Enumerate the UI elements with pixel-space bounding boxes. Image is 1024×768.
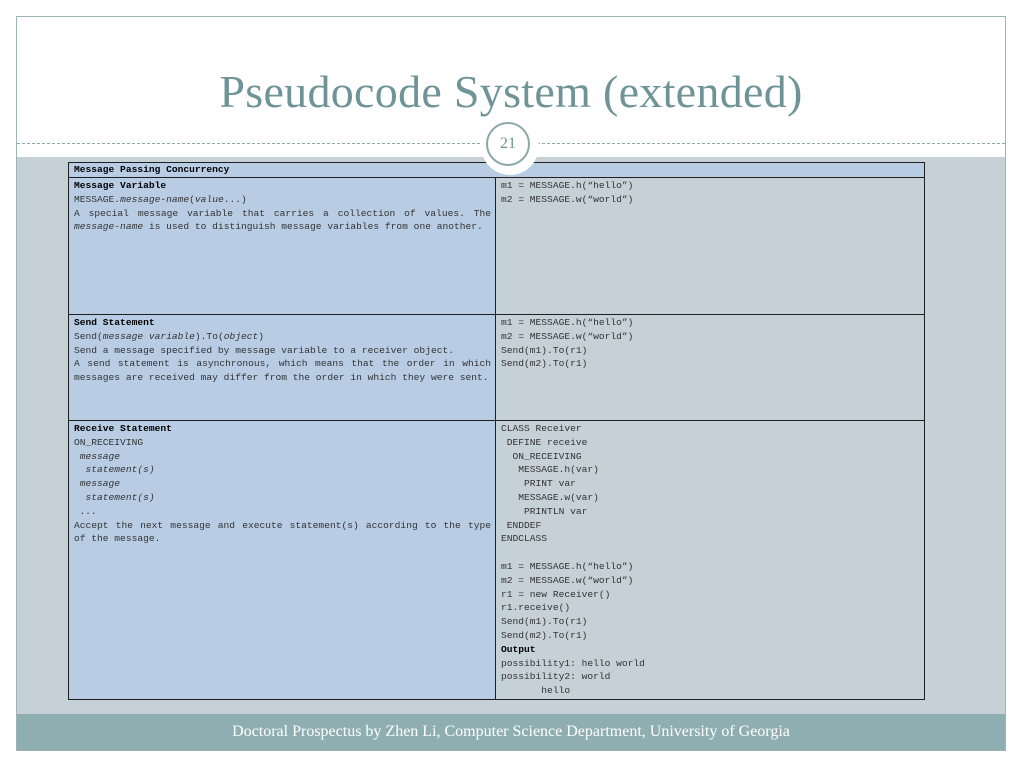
code-line: PRINT var <box>501 478 576 490</box>
description-text: is used to distinguish message variables from one another. <box>143 221 483 233</box>
slide-footer: Doctoral Prospectus by Zhen Li, Computer Science Department, University of Georgia <box>17 714 1005 750</box>
syntax-line: statement(s) <box>74 491 155 503</box>
syntax-part: object <box>223 330 259 342</box>
code-line: Send(m2).To(r1) <box>501 629 588 641</box>
syntax-part: message variable <box>102 330 195 342</box>
code-line: PRINTLN var <box>501 505 588 517</box>
pseudocode-table <box>68 162 925 700</box>
syntax-line: statement(s) <box>74 464 155 476</box>
code-line: m2 = MESSAGE.w(“world”) <box>501 330 634 342</box>
syntax-part: ).To( <box>194 330 224 342</box>
send-statement-code <box>496 315 925 421</box>
code-line: CLASS Receiver <box>501 423 582 434</box>
code-line: MESSAGE.h(var) <box>501 464 599 476</box>
code-line: m1 = MESSAGE.h(“hello”) <box>501 560 634 572</box>
code-line: ENDCLASS <box>501 533 548 545</box>
code-line <box>501 546 920 560</box>
code-line: m2 = MESSAGE.w(“world”) <box>501 574 634 586</box>
output-line: possibility1: hello world <box>501 657 645 669</box>
message-variable-title: Message Variable <box>74 180 167 191</box>
code-line: m1 = MESSAGE.h(“hello”) <box>501 317 634 328</box>
send-statement-syntax <box>74 330 491 344</box>
table-header: Message Passing Concurrency <box>69 163 925 178</box>
syntax-part: MESSAGE. <box>74 193 121 205</box>
message-variable-syntax <box>74 193 491 207</box>
send-statement-description-1: Send a message specified by message variable to a receiver object. <box>74 344 454 356</box>
output-line: possibility2: world <box>501 671 611 683</box>
syntax-part: ) <box>258 330 265 342</box>
code-line: m1 = MESSAGE.h(“hello”) <box>501 180 634 191</box>
receive-statement-title: Receive Statement <box>74 423 172 434</box>
code-line: Send(m2).To(r1) <box>501 358 588 370</box>
code-line: DEFINE receive <box>501 436 588 448</box>
receive-statement-code <box>496 421 925 700</box>
syntax-line: message <box>74 478 121 490</box>
description-text: message-name <box>74 221 144 233</box>
syntax-part: value <box>194 193 224 205</box>
message-variable-description <box>74 207 491 235</box>
receive-statement-syntax: ON_RECEIVING <box>74 436 144 448</box>
code-line: Send(m1).To(r1) <box>501 616 588 628</box>
code-line: ENDDEF <box>501 519 542 531</box>
code-line: ON_RECEIVING <box>501 450 582 462</box>
message-variable-cell <box>69 178 496 315</box>
syntax-part: message-name <box>120 193 190 205</box>
message-variable-code <box>496 178 925 315</box>
receive-statement-description: Accept the next message and execute statement(s) according to the type of the message. <box>74 519 491 545</box>
page-number-badge <box>481 117 539 175</box>
send-statement-cell <box>69 315 496 421</box>
send-statement-title: Send Statement <box>74 317 155 328</box>
code-line: MESSAGE.w(var) <box>501 491 599 503</box>
syntax-part: ...) <box>223 193 247 205</box>
syntax-line: ... <box>74 505 98 517</box>
syntax-part: ( <box>189 193 195 205</box>
code-line: r1.receive() <box>501 602 571 614</box>
output-line: hello <box>501 685 571 697</box>
page-number: 21 <box>486 122 530 166</box>
syntax-line: message <box>74 450 121 462</box>
receive-statement-cell <box>69 421 496 700</box>
syntax-part: Send( <box>74 330 103 342</box>
slide-title: Pseudocode System (extended) <box>219 66 803 117</box>
code-line: m2 = MESSAGE.w(“world”) <box>501 193 634 205</box>
send-statement-description-2: A send statement is asynchronous, which means that the order in which messages are received may differ from the order in which they were sent. <box>74 358 491 384</box>
output-label: Output <box>501 643 536 655</box>
code-line: Send(m1).To(r1) <box>501 344 588 356</box>
code-line: r1 = new Receiver() <box>501 588 611 600</box>
description-text: A special message variable that carries a collection of values. The <box>74 207 491 219</box>
